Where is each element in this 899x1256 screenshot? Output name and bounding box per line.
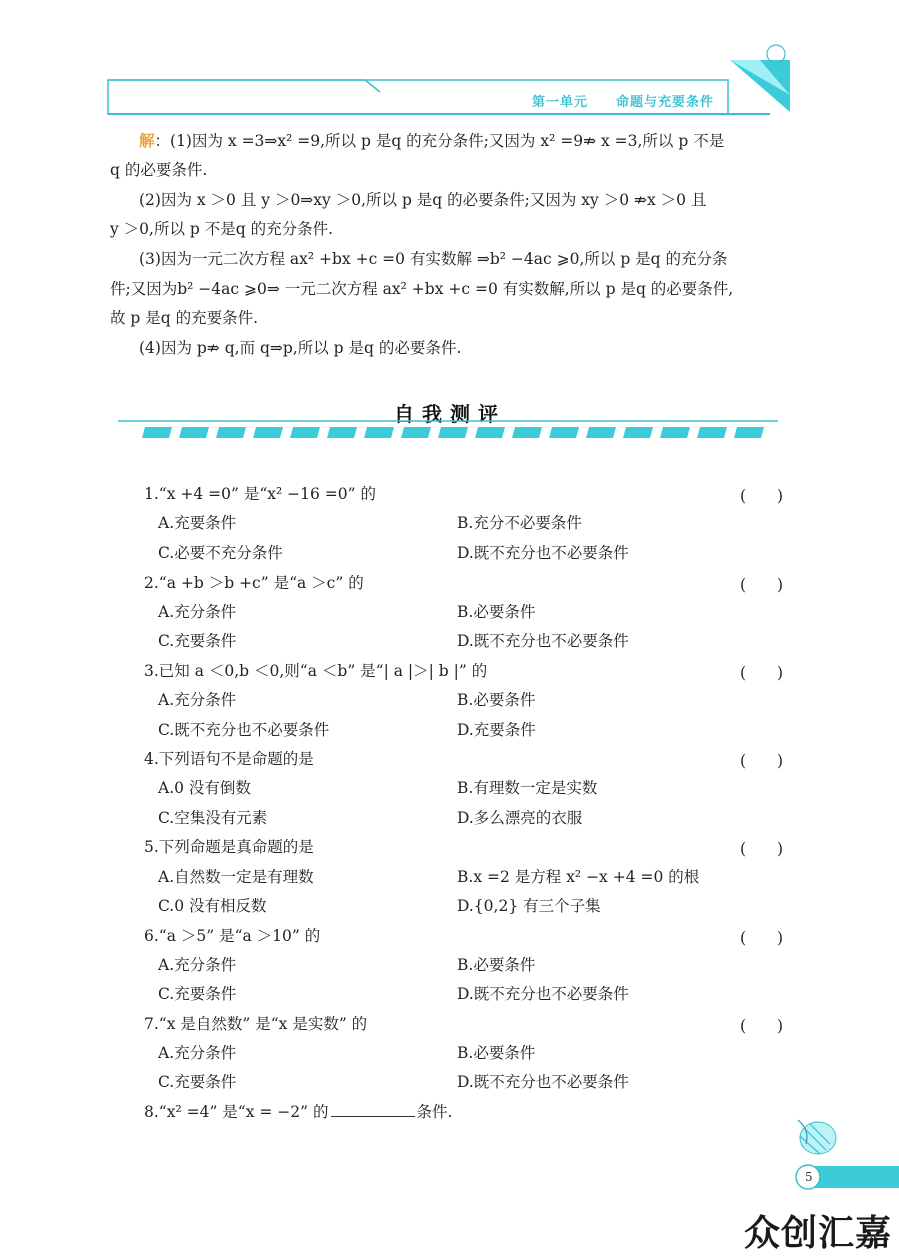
solution-line-3: (2)因为 x ＞0 且 y ＞0⇒xy ＞0,所以 p 是q 的必要条件;又因为 xy ＞0 ⇏x ＞0 且 bbox=[139, 191, 707, 209]
q1-option-a: A.充要条件 bbox=[158, 514, 237, 532]
solution-line-6: 件;又因为b² −4ac ⩾0⇒ 一元二次方程 ax² +bx +c =0 有实数解,所以 p 是q 的必要条件, bbox=[110, 280, 734, 298]
solution-line-1: 解：(1)因为 x =3⇒x² =9,所以 p 是q 的充分条件;又因为 x² =9⇏ x =3,所以 p 不是 bbox=[139, 131, 725, 150]
solution-label: 解 bbox=[139, 131, 155, 150]
fill-in-blank[interactable] bbox=[331, 1102, 415, 1117]
header-decoration bbox=[0, 0, 899, 130]
q4-option-b: B.有理数一定是实数 bbox=[457, 779, 598, 797]
q6-option-c: C.充要条件 bbox=[158, 985, 237, 1003]
answer-paren-4[interactable]: ( ) bbox=[740, 752, 784, 770]
q1-option-c: C.必要不充分条件 bbox=[158, 544, 283, 562]
question-5: 5.下列命题是真命题的是 bbox=[144, 838, 314, 856]
q2-option-c: C.充要条件 bbox=[158, 632, 237, 650]
q6-option-a: A.充分条件 bbox=[158, 956, 237, 974]
q2-option-a: A.充分条件 bbox=[158, 603, 237, 621]
q1-option-b: B.充分不必要条件 bbox=[457, 514, 582, 532]
header-topic: 命题与充要条件 bbox=[616, 95, 715, 110]
answer-paren-7[interactable]: ( ) bbox=[740, 1017, 784, 1035]
question-3: 3.已知 a ＜0,b ＜0,则“a ＜b” 是“| a |＞| b |” 的 bbox=[144, 662, 488, 680]
q3-option-b: B.必要条件 bbox=[457, 691, 536, 709]
solution-line-7: 故 p 是q 的充要条件. bbox=[110, 309, 259, 327]
q5-option-c: C.0 没有相反数 bbox=[158, 897, 267, 915]
q7-option-b: B.必要条件 bbox=[457, 1044, 536, 1062]
q1-option-d: D.既不充分也不必要条件 bbox=[457, 544, 629, 562]
solution-line-4: y ＞0,所以 p 不是q 的充分条件. bbox=[110, 220, 334, 238]
solution-line-2: q 的必要条件. bbox=[110, 161, 208, 179]
q3-option-a: A.充分条件 bbox=[158, 691, 237, 709]
q3-option-c: C.既不充分也不必要条件 bbox=[158, 721, 330, 739]
question-7: 7.“x 是自然数” 是“x 是实数” 的 bbox=[144, 1015, 368, 1033]
question-6: 6.“a ＞5” 是“a ＞10” 的 bbox=[144, 927, 321, 945]
header-unit: 第一单元 bbox=[532, 95, 589, 110]
q7-option-a: A.充分条件 bbox=[158, 1044, 237, 1062]
q5-option-d: D.{0,2} 有三个子集 bbox=[457, 897, 601, 915]
question-1: 1.“x +4 =0” 是“x² −16 =0” 的 bbox=[144, 485, 377, 503]
question-2: 2.“a +b ＞b +c” 是“a ＞c” 的 bbox=[144, 574, 364, 592]
q6-option-b: B.必要条件 bbox=[457, 956, 536, 974]
solution-line-5: (3)因为一元二次方程 ax² +bx +c =0 有实数解 ⇒b² −4ac ⩾0,所以 p 是q 的充分条 bbox=[139, 250, 728, 268]
answer-paren-3[interactable]: ( ) bbox=[740, 664, 784, 682]
question-8: 8.“x² =4” 是“x = −2” 的 条件. bbox=[144, 1103, 453, 1121]
q3-option-d: D.充要条件 bbox=[457, 721, 536, 739]
q4-option-a: A.0 没有倒数 bbox=[158, 779, 251, 797]
page-number: 5 bbox=[805, 1170, 813, 1184]
q5-option-a: A.自然数一定是有理数 bbox=[158, 868, 314, 886]
q4-option-c: C.空集没有元素 bbox=[158, 809, 268, 827]
q4-option-d: D.多么漂亮的衣服 bbox=[457, 809, 583, 827]
q7-option-c: C.充要条件 bbox=[158, 1073, 237, 1091]
answer-paren-5[interactable]: ( ) bbox=[740, 840, 784, 858]
title-underline-decoration bbox=[0, 418, 899, 442]
q6-option-d: D.既不充分也不必要条件 bbox=[457, 985, 629, 1003]
q2-option-b: B.必要条件 bbox=[457, 603, 536, 621]
answer-paren-1[interactable]: ( ) bbox=[740, 487, 784, 505]
section-title: 自我测评 bbox=[394, 402, 506, 426]
solution-line-8: (4)因为 p⇏ q,而 q⇒p,所以 p 是q 的必要条件. bbox=[139, 339, 462, 357]
question-4: 4.下列语句不是命题的是 bbox=[144, 750, 314, 768]
answer-paren-2[interactable]: ( ) bbox=[740, 576, 784, 594]
page-number-tab bbox=[780, 1162, 899, 1194]
q5-option-b: B.x =2 是方程 x² −x +4 =0 的根 bbox=[457, 868, 700, 886]
q7-option-d: D.既不充分也不必要条件 bbox=[457, 1073, 629, 1091]
answer-paren-6[interactable]: ( ) bbox=[740, 929, 784, 947]
q2-option-d: D.既不充分也不必要条件 bbox=[457, 632, 629, 650]
watermark: 众创汇嘉 bbox=[744, 1213, 893, 1254]
